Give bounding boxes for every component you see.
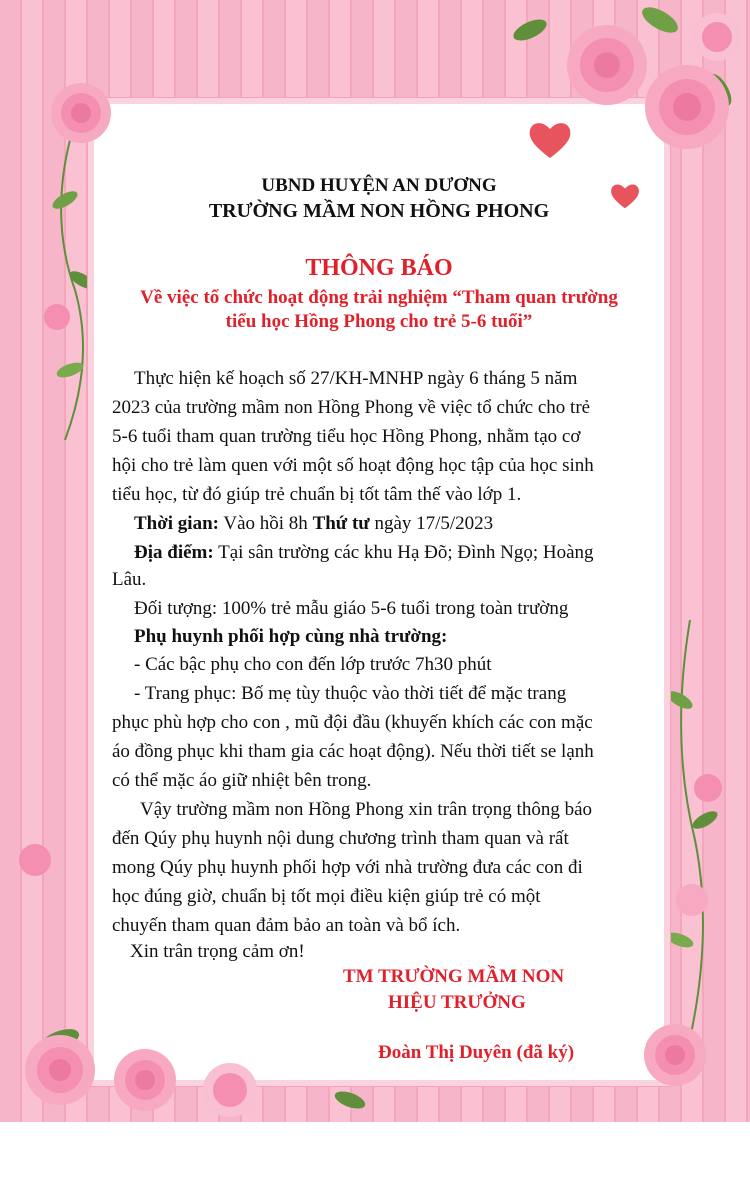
body-paragraph-line: 2023 của trường mầm non Hồng Phong về việc tổ chức cho trẻ — [112, 397, 591, 418]
instruction-item: áo đồng phục khi tham gia các hoạt động). Nếu thời tiết se lạnh — [112, 741, 594, 762]
notice-subtitle-line2: tiểu học Hồng Phong cho trẻ 5-6 tuổi” — [225, 311, 533, 332]
time-text: Vào hồi 8h — [218, 513, 313, 534]
body-paragraph-line: Thực hiện kế hoạch số 27/KH-MNHP ngày 6 tháng 5 năm — [134, 368, 578, 389]
instruction-item: có thể mặc áo giữ nhiệt bên trong. — [112, 770, 372, 791]
rose-flower-icon — [640, 1020, 710, 1090]
time-date: ngày 17/5/2023 — [369, 513, 494, 534]
rose-bud-icon — [15, 840, 55, 880]
thanks-line: Xin trân trọng cảm ơn! — [130, 941, 305, 962]
time-day: Thứ tư — [312, 513, 370, 534]
parents-heading: Phụ huynh phối hợp cùng nhà trường: — [134, 626, 448, 647]
body-paragraph-line: tiểu học, từ đó giúp trẻ chuẩn bị tốt tâm thế vào lớp 1. — [112, 484, 522, 505]
organization-name: UBND HUYỆN AN DƯƠNG — [261, 175, 497, 196]
rose-flower-icon — [20, 1030, 100, 1110]
time-line — [112, 513, 669, 535]
rose-flower-icon — [200, 1060, 260, 1120]
signature-title: TM TRƯỜNG MẦM NON — [343, 966, 565, 987]
closing-paragraph-line: mong Qúy phụ huynh phối hợp với nhà trường đưa các con đi — [112, 857, 583, 878]
heart-icon — [528, 120, 572, 160]
rose-bud-icon — [672, 880, 712, 920]
instruction-item: - Trang phục: Bố mẹ tùy thuộc vào thời tiết để mặc trang — [134, 683, 567, 704]
time-label: Thời gian: — [134, 513, 219, 534]
closing-paragraph-line: đến Qúy phụ huynh nội dung chương trình tham quan và rất — [112, 828, 569, 849]
instruction-item: - Các bậc phụ cho con đến lớp trước 7h30 phút — [134, 654, 492, 675]
rose-bud-icon — [690, 770, 726, 806]
target-line: Đối tượng: 100% trẻ mẫu giáo 5-6 tuổi trong toàn trường — [134, 598, 569, 619]
closing-paragraph-line: Vậy trường mầm non Hồng Phong xin trân trọng thông báo — [140, 799, 593, 820]
school-name: TRƯỜNG MẦM NON HỒNG PHONG — [208, 200, 550, 222]
place-label: Địa điểm: — [134, 542, 214, 563]
place-text: Tại sân trường các khu Hạ Đõ; Đình Ngọ; Hoàng — [213, 542, 594, 563]
rose-flower-icon — [640, 60, 735, 155]
rose-flower-icon — [110, 1045, 180, 1115]
closing-paragraph-line: chuyến tham quan đảm bảo an toàn và bổ ích. — [112, 915, 461, 936]
place-line-continued: Lâu. — [112, 569, 147, 590]
rose-flower-icon — [46, 78, 116, 148]
notice-subtitle-line1: Về việc tổ chức hoạt động trải nghiệm “Tham quan trường — [140, 287, 618, 308]
notice-title: THÔNG BÁO — [305, 255, 453, 281]
instruction-item: phục phù hợp cho con , mũ đội đầu (khuyến khích các con mặc — [112, 712, 593, 733]
place-line — [112, 542, 669, 564]
rose-flower-icon — [562, 20, 652, 110]
closing-paragraph-line: học đúng giờ, chuẩn bị tốt mọi điều kiện giúp trẻ có một — [112, 886, 541, 907]
rose-bud-icon — [40, 300, 74, 334]
signature-role: HIỆU TRƯỞNG — [388, 992, 526, 1013]
signature-name: Đoàn Thị Duyên (đã ký) — [378, 1042, 575, 1063]
leaf-vine-left — [40, 140, 100, 440]
body-paragraph-line: 5-6 tuổi tham quan trường tiểu học Hồng Phong, nhằm tạo cơ — [112, 426, 581, 447]
rose-flower-icon — [690, 10, 745, 65]
body-paragraph-line: hội cho trẻ làm quen với một số hoạt động học tập của học sinh — [112, 455, 594, 476]
